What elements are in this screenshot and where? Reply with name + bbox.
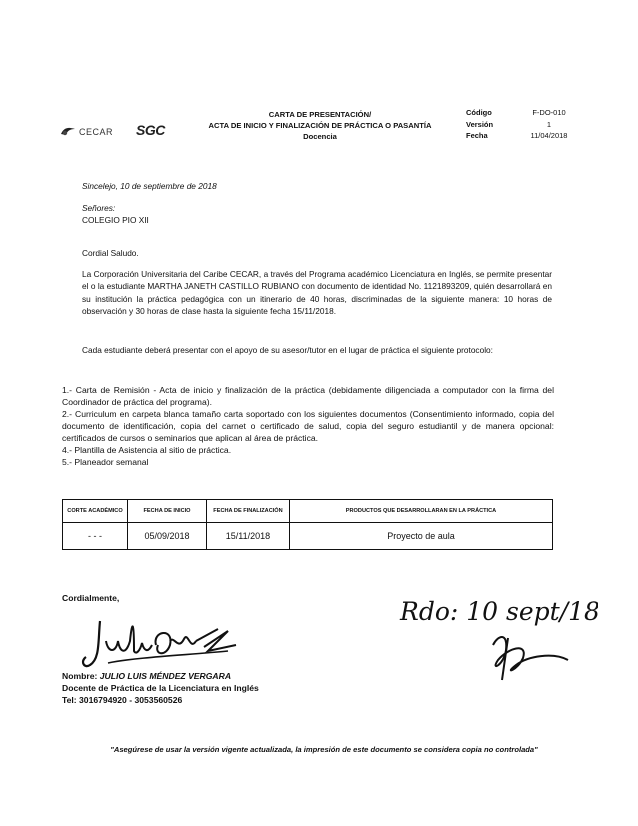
cell-productos: Proyecto de aula [290,523,553,550]
name-label: Nombre: [62,671,98,681]
cell-fecha-finalizacion: 15/11/2018 [207,523,290,550]
version-value: 1 [546,119,552,129]
cecar-logo-text: CECAR [79,126,114,137]
sign-off: Cordialmente, [62,593,120,603]
document-metadata [466,107,584,142]
codigo-value: F-DO-010 [532,108,566,117]
header-corte: CORTE ACADÉMICO [63,500,128,523]
handwritten-signature [78,611,248,678]
cell-corte: - - - [63,523,128,550]
fecha-value: 11/04/2018 [530,131,568,140]
signer-role: Docente de Práctica de la Licenciatura en Inglés [62,683,259,693]
signer-name: JULIO LUIS MÉNDEZ VERGARA [99,671,232,681]
protocol-item-5: 5.- Planeador semanal [62,457,149,467]
document-header-title [170,109,470,142]
protocol-paragraph: Cada estudiante deberá presentar con el apoyo de su asesor/tutor en el lugar de práctica el siguiente protocolo: [82,345,493,355]
practice-table [62,499,553,550]
signer-phone: Tel: 3016794920 - 3053560526 [62,695,183,705]
table-header-row [63,500,553,523]
sgc-logo: SGC [136,122,165,138]
cell-fecha-inicio: 05/09/2018 [128,523,207,550]
header-fecha-finalizacion: FECHA DE FINALIZACIÓN [207,500,290,523]
place-date: Sincelejo, 10 de septiembre de 2018 [82,181,217,191]
protocol-item-1: 1.- Carta de Remisión - Acta de inicio y finalización de la práctica (debidamente diligenciada a computador con la firma del Coordinador de práctica del programa). [62,385,554,407]
handwritten-received-note [398,590,598,695]
title-line-3: Docencia [303,132,337,141]
title-line-1: CARTA DE PRESENTACIÓN/ [268,110,372,119]
header-productos: PRODUCTOS QUE DESARROLLARAN EN LA PRÁCTICA [290,500,553,523]
received-handwriting-text: Rdo: 10 sept/18 [400,597,598,626]
cecar-logo [60,126,113,137]
greeting: Cordial Saludo. [82,248,139,258]
table-row [63,523,553,550]
codigo-label: Código [466,108,492,117]
protocol-item-2: 2.- Curriculum en carpeta blanca tamaño carta soportado con los siguientes documentos (Consentimiento informado, copia del documento de identificación, copia del carnet o certificado de salud, copia del seguro estudiantil y de manera opcional: certificados de cursos o seminarios que aplican al área de práctica. [62,409,554,443]
received-handwriting-icon [398,590,598,690]
fecha-label: Fecha [466,131,488,140]
footer-note: "Asegúrese de usar la versión vigente actualizada, la impresión de este documento se considera copia no controlada" [110,745,538,754]
version-label: Versión [466,119,494,129]
title-line-2: ACTA DE INICIO Y FINALIZACIÓN DE PRÁCTICA O PASANTÍA [208,121,432,130]
signer-block [62,670,259,706]
cecar-emblem-icon [60,126,76,137]
presentation-paragraph: La Corporación Universitaria del Caribe CECAR, a través del Programa académico Licenciatura en Inglés, se permite presentar el o la estudiante MARTHA JANETH CASTILLO RUBIANO con documento de identidad No. 1121893209, quién desarrollará en su institución la práctica pedagógica con un itinerario de 40 horas, discriminadas de la siguiente manera: 10 horas de observación y 30 horas de clase hasta la siguiente fecha 15/11/2018. [82,269,552,317]
protocol-list [62,384,554,468]
signature-icon [78,611,248,673]
recipient-salutation: Señores: [82,203,116,213]
protocol-item-4: 4.- Plantilla de Asistencia al sitio de práctica. [62,445,232,455]
recipient-name: COLEGIO PIO XII [82,215,149,225]
header-fecha-inicio: FECHA DE INICIO [128,500,207,523]
